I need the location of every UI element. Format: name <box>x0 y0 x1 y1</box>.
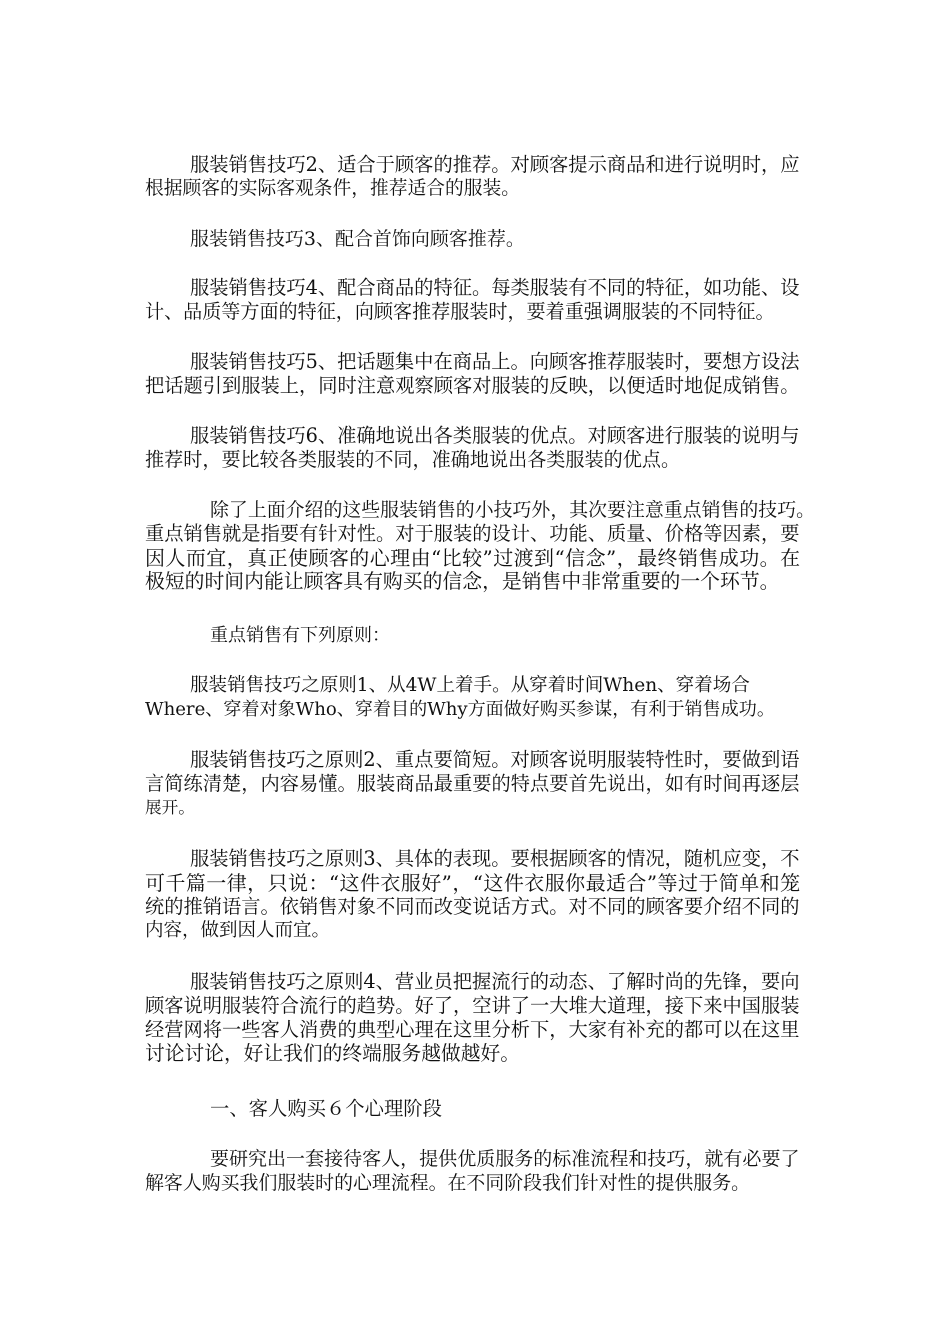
text-line: 推荐时，要比较各类服装的不同，准确地说出各类服装的优点。 <box>145 448 681 471</box>
text-line: 服装销售技巧之原则1、从4W上着手。从穿着时间When、穿着场合 <box>190 675 750 696</box>
text-line: 服装销售技巧之原则4、营业员把握流行的动态、了解时尚的先锋，要向 <box>190 970 800 993</box>
text-line: 除了上面介绍的这些服装销售的小技巧外，其次要注意重点销售的技巧。 <box>210 499 816 521</box>
text-line: 解客人购买我们服装时的心理流程。在不同阶段我们针对性的提供服务。 <box>145 1172 751 1194</box>
text-line: 服装销售技巧5、把话题集中在商品上。向顾客推荐服装时，要想方设法 <box>190 350 800 373</box>
text-line: Where、穿着对象Who、穿着目的Why方面做好购买参谋，有利于销售成功。 <box>145 699 775 720</box>
text-line: 因人而宜，真正使顾客的心理由“比较”过渡到“信念”，最终销售成功。在 <box>145 546 801 570</box>
text-line: 讨论讨论，好让我们的终端服务越做越好。 <box>145 1042 520 1065</box>
text-line: 服装销售技巧2、适合于顾客的推荐。对顾客提示商品和进行说明时，应 <box>190 153 800 176</box>
text-line: 服装销售技巧3、配合首饰向顾客推荐。 <box>190 228 525 250</box>
text-line: 服装销售技巧6、准确地说出各类服装的优点。对顾客进行服装的说明与 <box>190 424 800 447</box>
text-line: 可千篇一律，只说：“这件衣服好”，“这件衣服你最适合”等过于简单和笼 <box>145 871 801 895</box>
text-line: 经营网将一些客人消费的典型心理在这里分析下，大家有补充的都可以在这里 <box>145 1018 800 1041</box>
text-line: 重点销售有下列原则： <box>210 625 390 646</box>
text-line: 重点销售就是指要有针对性。对于服装的设计、功能、质量、价格等因素，要 <box>145 522 800 545</box>
text-line: 统的推销语言。依销售对象不同而改变说话方式。对不同的顾客要介绍不同的 <box>145 895 800 918</box>
text-line: 内容，做到因人而宜。 <box>145 920 331 941</box>
text-line: 服装销售技巧4、配合商品的特征。每类服装有不同的特征，如功能、设 <box>190 276 800 299</box>
text-line: 根据顾客的实际客观条件，推荐适合的服装。 <box>145 178 520 199</box>
text-line: 展开。 <box>145 798 195 817</box>
text-line: 极短的时间内能让顾客具有购买的信念，是销售中非常重要的一个环节。 <box>145 570 780 593</box>
text-line: 把话题引到服装上，同时注意观察顾客对服装的反映，以便适时地促成销售。 <box>145 374 800 397</box>
text-line: 一、客人购买６个心理阶段 <box>210 1097 442 1120</box>
text-line: 服装销售技巧之原则3、具体的表现。要根据顾客的情况，随机应变，不 <box>190 847 800 870</box>
text-line: 计、品质等方面的特征，向顾客推荐服装时，要着重强调服装的不同特征。 <box>145 300 775 323</box>
text-line: 言简练清楚，内容易懂。服装商品最重要的特点要首先说出，如有时间再逐层 <box>145 772 800 795</box>
text-line: 顾客说明服装符合流行的趋势。好了，空讲了一大堆大道理，接下来中国服装 <box>145 994 800 1017</box>
text-line: 服装销售技巧之原则2、重点要简短。对顾客说明服装特性时，要做到语 <box>190 748 800 771</box>
text-line: 要研究出一套接待客人，提供优质服务的标准流程和技巧，就有必要了 <box>210 1148 800 1170</box>
